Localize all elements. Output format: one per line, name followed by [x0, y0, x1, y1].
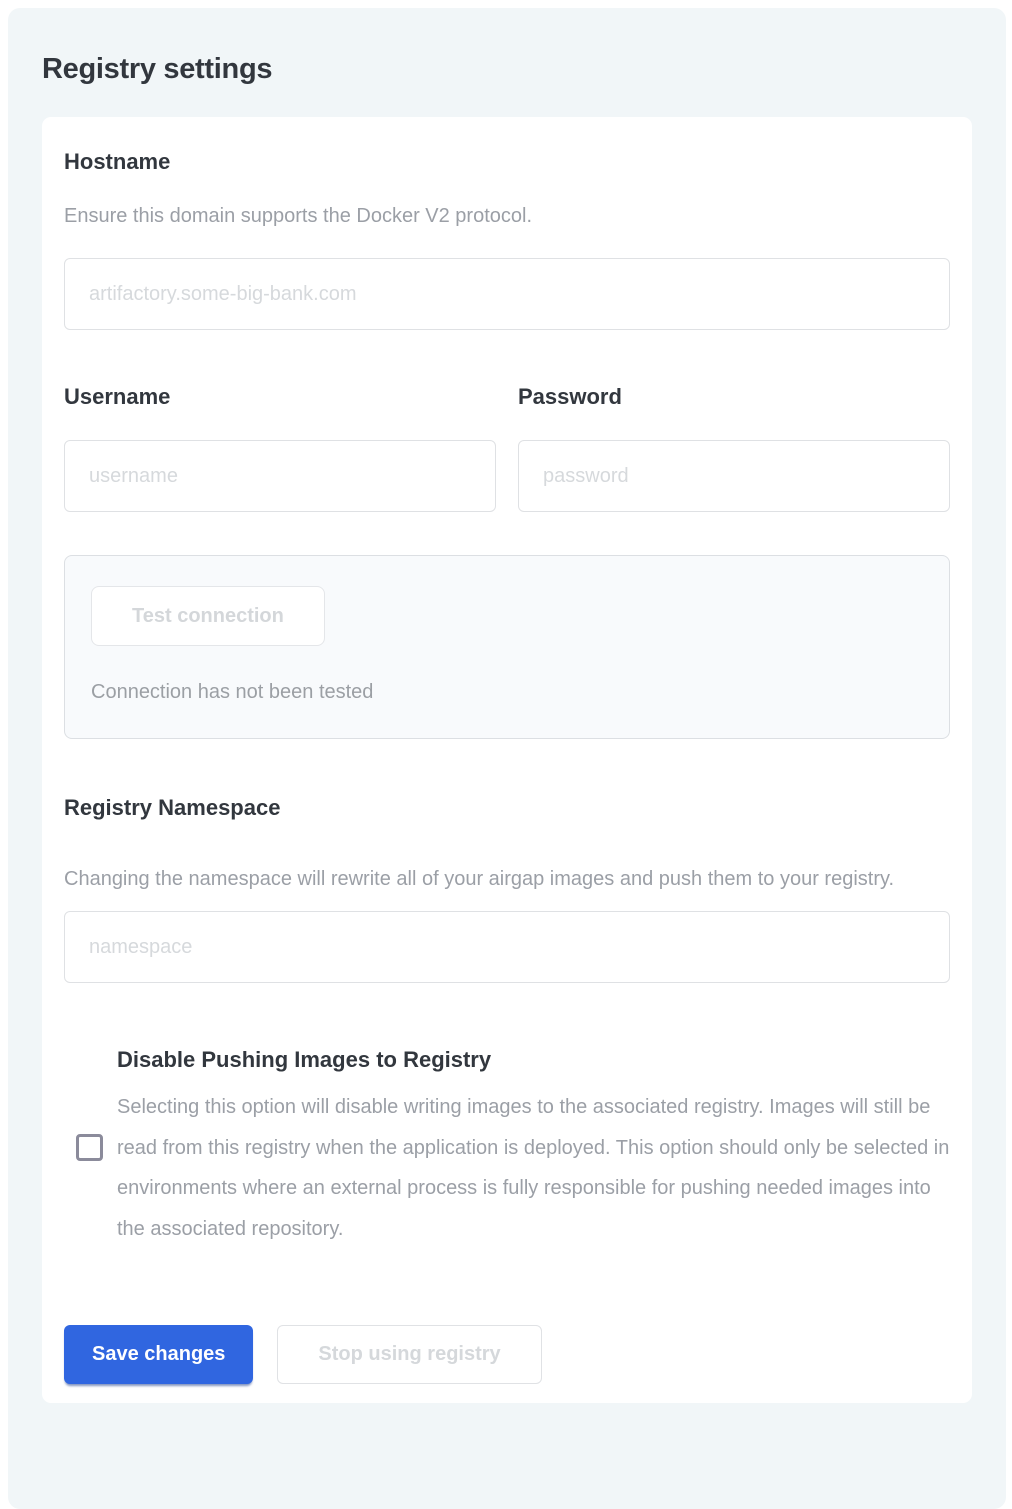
- disable-push-option[interactable]: [64, 1045, 950, 1249]
- hostname-label: Hostname: [64, 149, 171, 174]
- password-field-group: [518, 383, 950, 512]
- username-input[interactable]: [64, 440, 496, 512]
- username-label: Username: [64, 384, 171, 409]
- namespace-help-text: Changing the namespace will rewrite all of your airgap images and push them to your registry.: [64, 868, 895, 890]
- test-connection-button[interactable]: Test connection: [91, 586, 325, 646]
- credentials-row: [64, 383, 950, 512]
- action-button-row: [64, 1325, 950, 1384]
- hostname-help-text: Ensure this domain supports the Docker V2 protocol.: [64, 205, 533, 227]
- password-input[interactable]: [518, 440, 950, 512]
- connection-status-text: Connection has not been tested: [91, 681, 374, 703]
- registry-settings-panel: [8, 8, 1006, 1509]
- disable-push-description: Selecting this option will disable writing images to the associated registry. Images will still be read from this registry when the application is deployed. This option should only be selected in environments where an external process is fully responsible for pushing needed images into the associated repository.: [117, 1096, 950, 1240]
- registry-settings-card: [42, 117, 972, 1403]
- disable-push-checkbox[interactable]: [76, 1134, 103, 1161]
- disable-push-text-block: [117, 1045, 950, 1249]
- namespace-label: Registry Namespace: [64, 795, 281, 820]
- username-field-group: [64, 383, 496, 512]
- hostname-input[interactable]: [64, 258, 950, 330]
- test-connection-panel: [64, 555, 950, 739]
- stop-using-registry-button[interactable]: Stop using registry: [277, 1325, 541, 1384]
- password-label: Password: [518, 384, 622, 409]
- disable-push-label: Disable Pushing Images to Registry: [117, 1047, 492, 1072]
- namespace-input[interactable]: [64, 911, 950, 983]
- page-title: Registry settings: [42, 53, 273, 85]
- save-changes-button[interactable]: Save changes: [64, 1325, 253, 1384]
